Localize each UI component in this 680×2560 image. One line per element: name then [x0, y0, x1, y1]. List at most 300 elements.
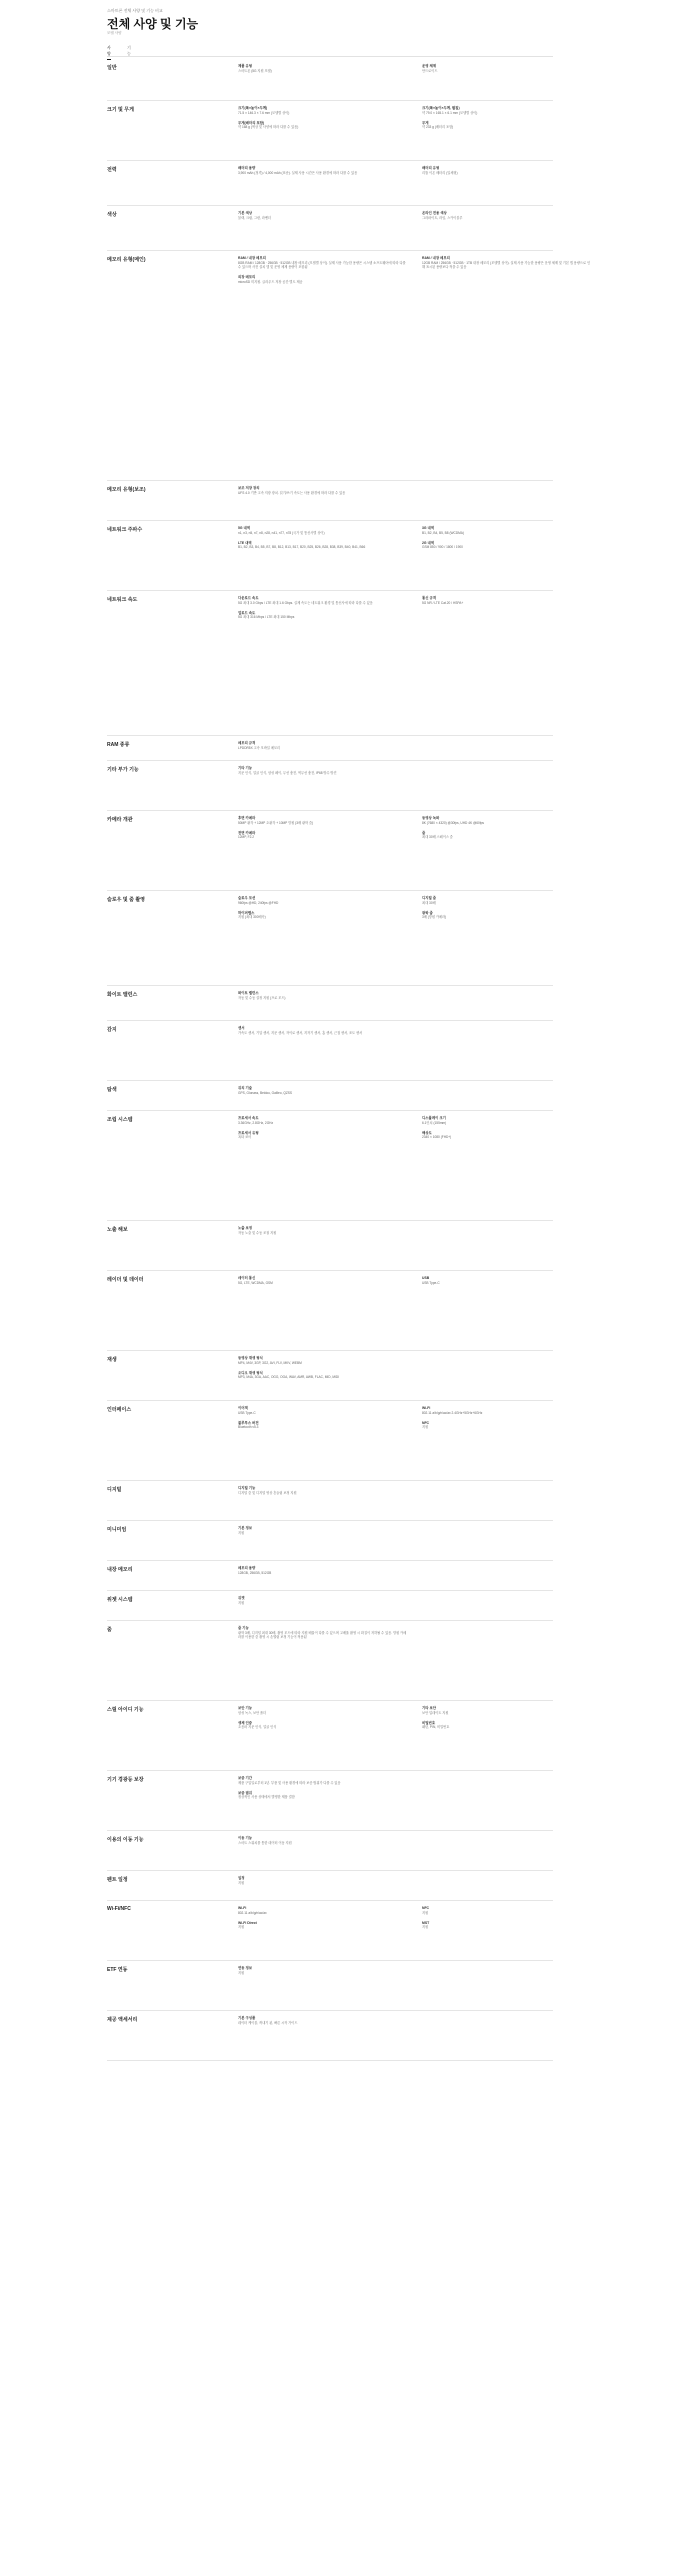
spec-entry-text: 12GB RAM / 256GB · 512GB · 1TB 내장 메모리 (모델별 상이). 실제 사용 가능한 용량은 운영 체제 및 기본 앱 용량으로 인해 표시된 용량보다 적을 수 있음	[422, 260, 591, 269]
tab-specs[interactable]: 사양	[107, 45, 111, 60]
spec-entry-text: UFS 4.0 기반 고속 저장 장치. 읽기/쓰기 속도는 사용 환경에 따라 다를 수 있음	[238, 490, 346, 495]
spec-entry-title: 업로드 속도	[238, 610, 256, 615]
spec-column	[238, 816, 408, 846]
spec-entry-title: 해상도	[422, 1130, 432, 1135]
spec-entry-text: 정상적인 사용 상태에서 발생한 제품 결함	[238, 1795, 295, 1800]
spec-entry-title: 외장 메모리	[238, 275, 256, 280]
spec-entry	[238, 1371, 408, 1380]
spec-column	[238, 1026, 408, 1041]
spec-column	[238, 1526, 408, 1541]
spec-entry-text: n1, n3, n5, n7, n8, n28, n41, n77, n78 (국가 및 통신사별 상이)	[238, 530, 325, 535]
spec-entry-text: 2340 × 1080 (FHD+)	[422, 1135, 452, 1140]
spec-entry-title: 동영상 재생 형식	[238, 1356, 263, 1360]
spec-entry	[238, 541, 408, 550]
spec-row-label: 네트워크 주파수	[107, 527, 143, 533]
spec-row	[107, 1220, 553, 1271]
spec-entry-text: 5G, LTE, WCDMA, GSM	[238, 1280, 273, 1285]
spec-entry-title: LTE 대역	[238, 540, 252, 545]
spec-row	[107, 1700, 553, 1771]
spec-row-label: 내장 메모리	[107, 1567, 133, 1573]
spec-entry	[238, 1706, 408, 1715]
spec-entry-text: 리튬 이온 배터리 (일체형)	[422, 170, 458, 175]
spec-entry-text: 128GB, 256GB, 512GB	[238, 1570, 272, 1575]
spec-row	[107, 480, 553, 521]
spec-entry-title: 슬로우 모션	[238, 896, 256, 900]
spec-entry-title: 기타 기능	[238, 766, 253, 770]
spec-entry-title: 기본 구성품	[238, 2016, 256, 2020]
spec-row-label: 레이더 및 데이터	[107, 1277, 144, 1283]
spec-entry	[238, 1721, 408, 1730]
spec-entry-text: 자동 및 수동 설정 지원 (프로 모드)	[238, 995, 286, 1000]
spec-entry-text: 지원	[238, 1600, 245, 1605]
spec-column	[238, 1086, 408, 1101]
spec-entry	[238, 1226, 408, 1235]
spec-entry	[422, 1421, 592, 1430]
spec-entry-text: Bluetooth v5.3	[238, 1425, 259, 1430]
spec-row	[107, 58, 553, 101]
spec-entry-title: 무게	[422, 120, 429, 125]
spec-entry	[238, 1026, 408, 1035]
spec-row-label: 기타 부가 기능	[107, 767, 139, 773]
spec-row	[107, 250, 591, 481]
spec-row	[107, 985, 553, 1021]
spec-entry-text: 8GB RAM / 128GB · 256GB · 512GB 내장 메모리 (모델별 상이). 실제 사용 가능한 용량은 시스템 소프트웨어에 따라 다를 수 있으며 사전 설치 앱 및 운영 체제 용량이 포함됨	[238, 260, 406, 269]
spec-column	[422, 896, 592, 926]
spec-row	[107, 1900, 553, 1961]
spec-row-label: 펜트 일정	[107, 1877, 128, 1883]
spec-entry-text: 802.11 a/b/g/n/ac/ax 2.4GHz+5GHz+6GHz	[422, 1410, 483, 1415]
spec-row-label: 전력	[107, 167, 117, 173]
spec-entry	[422, 526, 592, 535]
spec-entry-title: 크기(폭×높이×두께)	[238, 106, 268, 110]
spec-entry-text: 802.11 a/b/g/n/ac/ax	[238, 1910, 267, 1915]
spec-row-label: 카메라 개관	[107, 817, 133, 823]
spec-column	[238, 486, 408, 501]
spec-entry	[238, 1566, 408, 1575]
spec-row-label: 이용의 이동 기능	[107, 1837, 144, 1843]
spec-row-label: 슬로우 및 줌 촬영	[107, 897, 145, 903]
spec-entry	[422, 1921, 592, 1930]
spec-row-label: RAM 종류	[107, 742, 130, 748]
spec-entry-title: NFC	[422, 1906, 429, 1910]
spec-row	[107, 160, 553, 206]
spec-row	[107, 520, 553, 591]
spec-row-label: 미니미엄	[107, 1527, 127, 1533]
spec-row	[107, 1080, 553, 1111]
spec-row	[107, 205, 553, 251]
spec-entry	[238, 526, 408, 535]
spec-entry	[238, 121, 408, 130]
spec-entry-title: 디지털 기능	[238, 1486, 256, 1490]
spec-row	[107, 810, 553, 891]
spec-entry	[422, 1276, 592, 1285]
spec-entry	[238, 991, 408, 1000]
spec-entry-text: USB Type-C	[238, 1410, 256, 1415]
spec-column	[238, 1876, 408, 1891]
spec-entry-title: 보조 저장 장치	[238, 486, 260, 490]
spec-entry-text: 지원	[238, 1970, 245, 1975]
spec-column	[238, 64, 408, 79]
spec-entry-text: B1, B2, B3, B4, B5, B7, B8, B12, B13, B17, B20, B25, B26, B28, B38, B39, B40, B41, B66	[238, 545, 366, 550]
spec-column	[238, 1566, 408, 1581]
spec-column	[238, 1116, 408, 1146]
spec-entry-title: 보안 기능	[238, 1706, 253, 1710]
spec-entry-title: 데이터 통신	[238, 1276, 256, 1280]
spec-entry-text: 광학 3배, 디지털 최대 30배. 촬영 모드에 따라 지원 배율이 다를 수 있으며 고배율 촬영 시 화질이 저하될 수 있음. 망원 카메라를 이용한 줌 촬영 시 손떨림 보정 기능이 적용됨	[238, 1630, 407, 1639]
spec-entry	[422, 541, 592, 550]
spec-entry	[422, 1131, 592, 1140]
spec-entry	[238, 1906, 408, 1915]
spec-entry	[238, 1421, 408, 1430]
spec-column	[422, 256, 592, 275]
spec-entry-text: 보안 업데이트 지원	[422, 1710, 449, 1715]
spec-entry-text: 최대 30배	[422, 900, 436, 905]
spec-entry-title: 2G 대역	[422, 540, 435, 545]
spec-entry-text: 제품 구입일로부터 1년. 부품 및 사용 환경에 따라 보증 범위가 다를 수 있음	[238, 1780, 341, 1785]
spec-entry-text: 3.36GHz, 2.8GHz, 2GHz	[238, 1120, 274, 1125]
spec-column	[238, 596, 408, 626]
spec-entry-text: 약 168 g (색상 및 사양에 따라 다를 수 있음)	[238, 125, 299, 130]
spec-entry-text: 지원	[238, 1530, 245, 1535]
spec-row	[107, 1270, 553, 1351]
spec-row	[107, 1770, 553, 1831]
spec-entry	[422, 211, 592, 220]
spec-entry	[238, 486, 408, 495]
spec-entry-title: 디지털 줌	[422, 896, 437, 900]
spec-row	[107, 890, 553, 986]
spec-entry-text: 5G 최대 3.0 Gbps / LTE 최대 1.6 Gbps. 실제 속도는 네트워크 환경 및 통신사에 따라 다를 수 있음	[238, 600, 373, 605]
spec-entry-title: 보증 범위	[238, 1790, 253, 1795]
spec-entry-title: 3G 대역	[422, 526, 435, 530]
spec-row-label: 화이트 밸런스	[107, 992, 138, 998]
spec-column	[238, 526, 408, 556]
spec-entry-text: 스마트폰 (5G 지원 모델)	[238, 68, 272, 73]
spec-entry-text: 스마트 스위치를 통한 데이터 이동 지원	[238, 1840, 292, 1845]
spec-row	[107, 1560, 553, 1591]
spec-entry-text: 옥타 코어	[238, 1135, 252, 1140]
spec-entry-text: 지원	[238, 1925, 245, 1930]
spec-column	[422, 64, 592, 79]
spec-entry	[422, 596, 592, 605]
spec-entry-text: microSD 미지원. 클라우드 저장 공간 별도 제공	[238, 279, 303, 284]
spec-entry-text: 가속도 센서, 기압 센서, 지문 센서, 자이로 센서, 지자기 센서, 홀 센서, 근접 센서, 조도 센서	[238, 1030, 363, 1035]
spec-row-label: 메모리 유형(메인)	[107, 257, 146, 263]
spec-entry	[238, 1876, 408, 1885]
spec-entry	[238, 1791, 408, 1800]
spec-entry	[238, 596, 408, 605]
spec-entry-title: 다운로드 속도	[238, 596, 259, 600]
spec-row-label: 노출 해보	[107, 1227, 128, 1233]
spec-row-label: 스릴 아이디 기능	[107, 1707, 144, 1713]
spec-entry-title: 위젯	[238, 1596, 245, 1600]
spec-column	[238, 106, 408, 136]
spec-entry-title: 일정	[238, 1876, 245, 1880]
tab-divider	[107, 56, 553, 57]
spec-column	[422, 1406, 592, 1436]
spec-entry-title: 기본 색상	[238, 211, 253, 215]
spec-entry-title: 생체 인증	[238, 1720, 253, 1725]
spec-column	[238, 1906, 408, 1936]
spec-row-label: 색상	[107, 212, 117, 218]
spec-entry-text: MP3, M4A, 3GA, AAC, OGG, OGA, WAV, AMR, AWB, FLAC, MID, MIDI	[238, 1375, 340, 1380]
spec-entry-text: 그라파이트, 라임, 스카이블루	[422, 215, 463, 220]
spec-row	[107, 590, 553, 736]
spec-entry-title: 무게(배터리 포함)	[238, 120, 265, 125]
spec-column	[238, 211, 408, 226]
spec-entry-title: 블루투스 버전	[238, 1420, 259, 1425]
spec-column	[238, 1776, 408, 1806]
spec-entry-text: 8K (7680 × 4320) @30fps, UHD 4K @60fps	[422, 820, 485, 825]
page-subtitle: 모델 사양	[107, 31, 122, 35]
spec-row	[107, 1870, 553, 1901]
spec-entry	[238, 1776, 408, 1785]
spec-row	[107, 1960, 553, 2011]
spec-entry-title: 운영 체제	[422, 64, 437, 68]
spec-entry	[422, 896, 592, 905]
spec-row-label: 네트워크 속도	[107, 597, 138, 603]
spec-entry	[422, 1706, 592, 1715]
spec-column	[422, 166, 592, 181]
spec-row-label: 기기 경광등 보장	[107, 1777, 144, 1783]
spec-entry-text: USB Type-C	[422, 1280, 440, 1285]
spec-entry-title: 제품 유형	[238, 64, 253, 68]
spec-row-label: 제공 액세서리	[107, 2017, 138, 2023]
spec-row-label: 위젯 시스템	[107, 1597, 133, 1603]
spec-entry	[238, 1116, 408, 1125]
spec-entry-title: 노출 보정	[238, 1226, 253, 1230]
spec-entry-title: Wi-Fi	[422, 1406, 431, 1410]
spec-entry-text: 최대 30배 스페이스 줌	[422, 835, 453, 840]
spec-row	[107, 1590, 553, 1621]
spec-entry	[238, 1836, 408, 1845]
spec-column	[238, 741, 408, 756]
spec-entry-text: MP4, M4V, 3GP, 3G2, AVI, FLV, MKV, WEBM	[238, 1360, 302, 1365]
spec-entry-title: 줌	[422, 830, 426, 835]
spec-entry	[422, 1116, 592, 1125]
spec-column	[238, 1406, 408, 1436]
spec-entry-text: 자동 노출 및 수동 조절 지원	[238, 1230, 277, 1235]
spec-entry	[238, 1626, 408, 1639]
spec-entry	[238, 1921, 408, 1930]
spec-row	[107, 760, 553, 811]
spec-entry-title: 통신 규격	[422, 596, 437, 600]
spec-row-label: 탐색	[107, 1087, 117, 1093]
spec-column	[422, 1706, 592, 1736]
spec-entry	[238, 1486, 408, 1495]
spec-entry-text: 5G 최대 316 Mbps / LTE 최대 150 Mbps	[238, 615, 295, 620]
spec-entry-title: 보증 기간	[238, 1776, 253, 1780]
spec-entry-title: NFC	[422, 1420, 429, 1425]
spec-entry-text: 12MP, F2.2	[238, 835, 255, 840]
spec-row	[107, 1480, 553, 1521]
spec-column	[238, 1486, 408, 1501]
spec-entry-text: 71.5 × 146.3 × 7.6 mm (모델별 상이)	[238, 110, 290, 115]
spec-row	[107, 2010, 553, 2061]
spec-row-label: 디지털	[107, 1487, 122, 1493]
spec-row-label: 인터페이스	[107, 1407, 132, 1413]
spec-column	[238, 1626, 408, 1645]
spec-entry-text: 안드로이드	[422, 68, 438, 73]
spec-entry	[238, 1406, 408, 1415]
spec-entry-text: 지원 (최대 300배속)	[238, 915, 266, 920]
spec-entry	[238, 64, 408, 73]
spec-column	[238, 991, 408, 1006]
tab-features[interactable]: 기능	[127, 45, 131, 56]
spec-entry-title: 배터리 용량	[238, 166, 256, 170]
spec-entry-title: 기본 정보	[238, 1526, 253, 1530]
spec-row-label: 감지	[107, 1027, 117, 1033]
spec-row	[107, 1620, 553, 1701]
spec-column	[422, 211, 592, 226]
spec-entry	[238, 766, 408, 775]
spec-column	[238, 1966, 408, 1981]
spec-entry	[238, 256, 408, 269]
spec-entry-title: 이어잭	[238, 1406, 248, 1410]
spec-entry-text: 6.1인치 (155mm)	[422, 1120, 447, 1125]
spec-entry	[238, 611, 408, 620]
spec-row-label: 메모리 유형(보조)	[107, 487, 146, 493]
spec-entry	[238, 1356, 408, 1365]
spec-column	[238, 1836, 408, 1851]
spec-entry-title: 후면 카메라	[238, 816, 256, 820]
spec-entry-text: 디지털 줌 및 디지털 영상 흔들림 보정 지원	[238, 1490, 297, 1495]
spec-entry-title: Wi-Fi Direct	[238, 1920, 257, 1925]
spec-entry-text: LPDDR5X 고속 모바일 메모리	[238, 745, 280, 750]
spec-entry	[238, 2016, 408, 2025]
spec-entry	[238, 896, 408, 905]
spec-entry-text: GSM 850 / 900 / 1800 / 1900	[422, 545, 463, 550]
spec-column	[238, 166, 408, 181]
spec-entry	[238, 275, 408, 284]
spec-row-label: ETF 연동	[107, 1967, 128, 1973]
spec-entry-title: 센서	[238, 1026, 245, 1030]
spec-entry	[238, 1966, 408, 1975]
spec-entry-title: 비밀번호	[422, 1720, 436, 1725]
spec-column	[238, 1226, 408, 1241]
spec-column	[422, 1116, 592, 1146]
spec-row	[107, 735, 553, 761]
spec-entry-title: 동영상 녹화	[422, 816, 440, 820]
spec-row	[107, 1830, 553, 1871]
spec-entry	[238, 741, 408, 750]
spec-entry-text: GPS, Glonass, Beidou, Galileo, QZSS	[238, 1090, 293, 1095]
spec-column	[238, 2016, 408, 2031]
spec-entry-title: 화이트 밸런스	[238, 991, 259, 995]
spec-entry-text: 5G NR / LTE Cat.20 / HSPA+	[422, 600, 464, 605]
spec-entry	[238, 1131, 408, 1140]
spec-column	[422, 106, 592, 136]
spec-entry-title: 연동 정보	[238, 1966, 253, 1970]
spec-entry-title: 하이퍼랩스	[238, 910, 255, 915]
spec-entry-title: 크기(폭×높이×두께, 펼침)	[422, 106, 460, 110]
spec-row-label: 줌	[107, 1627, 112, 1633]
spec-entry-text: 지원	[238, 1880, 245, 1885]
spec-entry-text: 지원	[422, 1910, 429, 1915]
spec-entry	[238, 911, 408, 920]
spec-entry	[422, 256, 592, 269]
spec-row	[107, 1350, 553, 1401]
spec-row-label: 크기 및 무게	[107, 107, 134, 113]
spec-entry-title: 메모리 용량	[238, 1566, 256, 1570]
spec-entry-title: 프로세서 유형	[238, 1130, 259, 1135]
spec-entry	[238, 831, 408, 840]
spec-row-label: Wi-Fi/NFC	[107, 1906, 131, 1912]
spec-column	[238, 1596, 408, 1611]
spec-row-label: 조립 시스템	[107, 1117, 133, 1123]
spec-entry-text: 패턴, PIN, 비밀번호	[422, 1725, 450, 1730]
spec-entry-text: 3,900 mAh (정격) / 4,000 mAh (표준). 실제 사용 시간은 사용 환경에 따라 다를 수 있음	[238, 170, 358, 175]
spec-entry-title: 디스플레이 크기	[422, 1116, 446, 1120]
spec-entry	[422, 106, 592, 115]
spec-column	[238, 1706, 408, 1736]
spec-row	[107, 1020, 553, 1081]
spec-column	[422, 596, 592, 611]
spec-row-label: 일반	[107, 65, 117, 71]
spec-entry	[238, 1596, 408, 1605]
spec-entry-text: 3배 (망원 카메라)	[422, 915, 447, 920]
spec-column	[238, 1276, 408, 1291]
spec-entry	[238, 1526, 408, 1535]
spec-entry-title: 광학 줌	[422, 910, 433, 915]
spec-entry	[422, 1721, 592, 1730]
spec-entry-title: 기타 보안	[422, 1706, 437, 1710]
spec-entry-title: RAM / 내장 메모리	[238, 256, 266, 260]
spec-entry-text: 블랙, 크림, 그린, 라벤더	[238, 215, 272, 220]
spec-entry	[422, 64, 592, 73]
spec-entry-title: 이동 기능	[238, 1836, 253, 1840]
spec-entry-title: Wi-Fi	[238, 1906, 247, 1910]
spec-entry	[238, 1276, 408, 1285]
spec-row-label: 재생	[107, 1357, 117, 1363]
spec-row	[107, 100, 553, 161]
spec-column	[422, 816, 592, 846]
spec-entry	[238, 1086, 408, 1095]
spec-column	[422, 526, 592, 556]
spec-entry	[422, 831, 592, 840]
spec-entry-title: 5G 대역	[238, 526, 251, 530]
spec-entry-title: 줌 기능	[238, 1626, 249, 1630]
spec-entry	[238, 106, 408, 115]
spec-column	[238, 256, 408, 290]
spec-entry-title: 프로세서 속도	[238, 1116, 259, 1120]
spec-entry-title: 위치 기술	[238, 1086, 253, 1090]
spec-entry-title: 오디오 재생 형식	[238, 1370, 263, 1375]
spec-entry	[422, 911, 592, 920]
spec-entry	[238, 211, 408, 220]
spec-column	[422, 1906, 592, 1936]
spec-entry	[422, 121, 592, 130]
spec-entry-text: 960fps @HD, 240fps @FHD	[238, 900, 279, 905]
spec-entry-text: B1, B2, B4, B5, B8 (WCDMA)	[422, 530, 464, 535]
spec-row	[107, 1520, 553, 1561]
spec-entry-title: USB	[422, 1276, 430, 1280]
spec-entry-text: 약 79.0 × 165.1 × 6.1 mm (모델별 상이)	[422, 110, 478, 115]
spec-entry	[238, 816, 408, 825]
spec-entry-title: MST	[422, 1920, 430, 1925]
spec-entry	[422, 166, 592, 175]
spec-entry-title: 배터리 유형	[422, 166, 440, 170]
spec-column	[238, 1356, 408, 1386]
spec-entry	[238, 166, 408, 175]
spec-entry-text: 50MP 광각 + 12MP 초광각 + 10MP 망원 (3배 광학 줌)	[238, 820, 314, 825]
breadcrumb[interactable]: 스마트폰 전체 사양 및 기능 비교	[107, 8, 163, 13]
spec-entry-title: 메모리 규격	[238, 741, 256, 745]
page-title: 전체 사양 및 기능	[107, 17, 199, 31]
spec-entry	[422, 816, 592, 825]
spec-column	[238, 766, 408, 781]
spec-entry-title: 온라인 전용 색상	[422, 211, 447, 215]
spec-entry-text: 약 233 g (배터리 포함)	[422, 125, 454, 130]
